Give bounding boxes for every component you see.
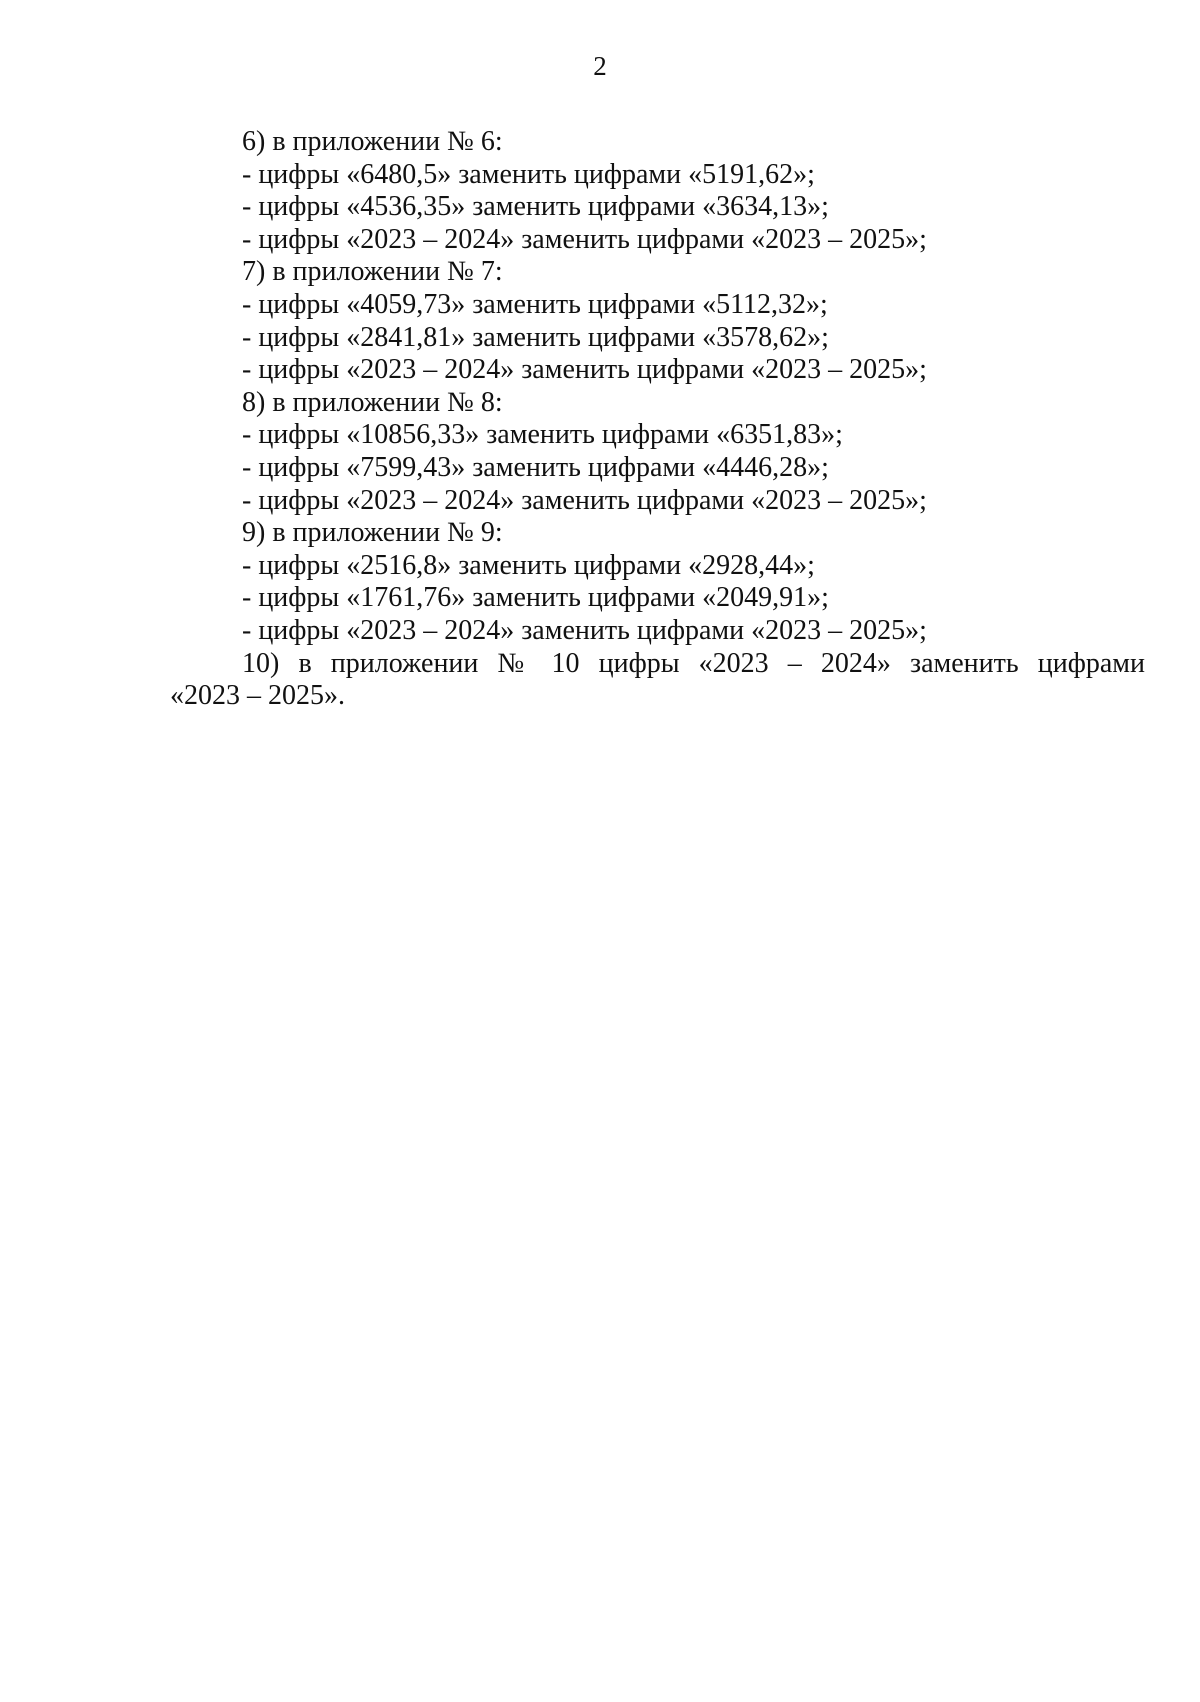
list-item: - цифры «2841,81» заменить цифрами «3578,62»; (242, 321, 829, 353)
list-item: - цифры «2023 – 2024» заменить цифрами «2023 – 2025»; (242, 484, 927, 516)
list-item: - цифры «2023 – 2024» заменить цифрами «2023 – 2025»; (242, 354, 927, 386)
list-item: 6) в приложении № 6: (242, 126, 503, 157)
page-number: 2 (593, 51, 607, 81)
list-item: - цифры «2516,8» заменить цифрами «2928,44»; (242, 549, 815, 581)
list-item: 9) в приложении № 9: (242, 517, 503, 549)
document-body (170, 126, 1145, 713)
list-item: - цифры «6480,5» заменить цифрами «5191,62»; (242, 158, 815, 190)
list-item-continuation: «2023 – 2025». (170, 680, 345, 712)
list-item: 8) в приложении № 8: (242, 386, 503, 418)
list-item: - цифры «2023 – 2024» заменить цифрами «2023 – 2025»; (242, 223, 927, 255)
list-item: - цифры «4536,35» заменить цифрами «3634,13»; (242, 191, 829, 223)
list-item: 7) в приложении № 7: (242, 256, 503, 288)
list-item: - цифры «1761,76» заменить цифрами «2049,91»; (242, 582, 829, 614)
list-item: - цифры «4059,73» заменить цифрами «5112,32»; (242, 288, 828, 320)
list-item: - цифры «2023 – 2024» заменить цифрами «2023 – 2025»; (242, 614, 927, 646)
list-item: - цифры «7599,43» заменить цифрами «4446,28»; (242, 451, 829, 483)
list-item: - цифры «10856,33» заменить цифрами «6351,83»; (242, 419, 843, 451)
list-item: 10) в приложении № 10 цифры «2023 – 2024» заменить цифрами (242, 647, 1145, 679)
